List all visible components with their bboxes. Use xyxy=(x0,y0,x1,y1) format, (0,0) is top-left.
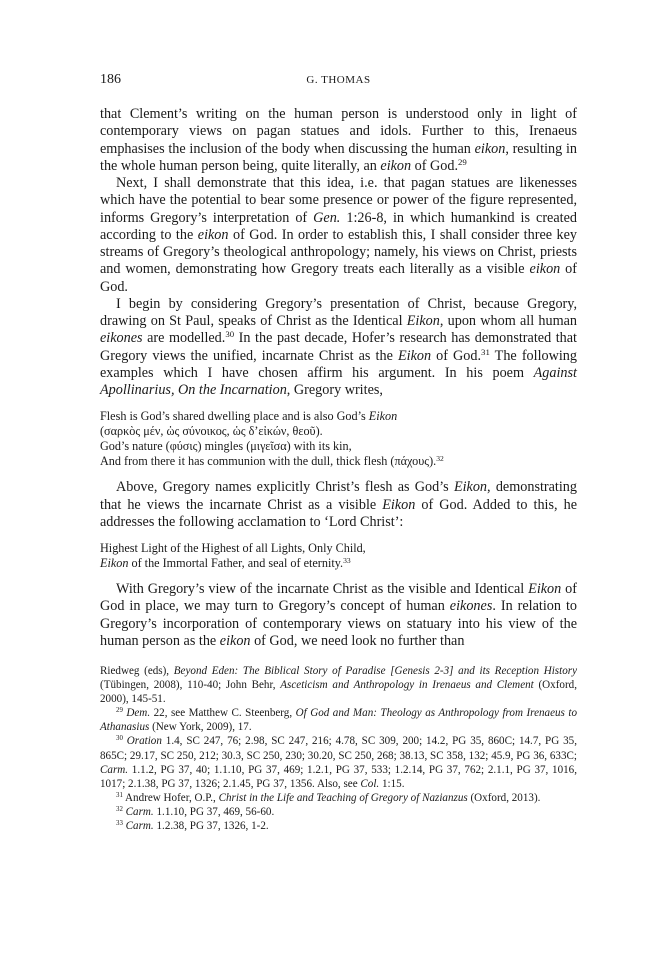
paragraph-2: Next, I shall demonstrate that this idea, i.e. that pagan statues are likenesses which have the potential to bear some presence or power of the figure represented, informs Gregory’s interpretation of Gen. 1:26-8, in which humankind is created according to the eikon of God. In order to establish this, I shall consider three key streams of Gregory’s theological anthropology; namely, his views on Christ, priests and women, demonstrating how Gregory treats each literally as a visible eikon of God. xyxy=(100,175,578,295)
footnote-33: $^{33}$ Carm. 1.2.38, PG 37, 1326, 1-2. xyxy=(116,820,269,833)
footnote-31: $^{31}$ Andrew Hofer, O.P., Christ in the Life and Teaching of Gregory of Nazianzus (Oxford, 2013). xyxy=(116,791,541,804)
block-quote-1 xyxy=(100,409,577,469)
paragraph-5: With Gregory’s view of the incarnate Christ as the visible and Identical Eikon of God in place, we may turn to Gregory’s concept of human eikones. In relation to Gregory’s incorporation of contemporary views on statuary into his view of the human person as the eikon of God, we need look no further than xyxy=(100,581,577,649)
quote-line: And from there it has communion with the dull, thick flesh (πάχους).$^{32}$ xyxy=(100,454,444,469)
page-header xyxy=(100,72,577,90)
quote-line: Highest Light of the Highest of all Lights, Only Child, xyxy=(100,541,366,555)
paragraph-3: I begin by considering Gregory’s presentation of Christ, because Gregory, drawing on St Paul, speaks of Christ as the Identical Eikon, upon whom all human eikones are modelled.$^{30}$ In the past decade, Hofer’s research has demonstrated that Gregory views the unified, incarnate Christ as the Eikon of God.$^{31}$ The following examples which I have chosen affirm his argument. In his poem Against Apollinarius, On the Incarnation, Gregory writes, xyxy=(100,295,577,398)
footnote-ref-30: 30 xyxy=(225,329,235,340)
body-text xyxy=(100,106,577,650)
quote-line: (σαρκὸς μέν, ὡς σύνοικος, ὡς δ’εἰκών, θεοῦ). xyxy=(100,424,323,439)
quote-line: God’s nature (φύσις) mingles (μιγεῖσα) with its kin, xyxy=(100,439,352,454)
quote-line: Flesh is God’s shared dwelling place and is also God’s Eikon xyxy=(100,409,398,424)
footnotes xyxy=(100,664,577,833)
footnote-ref-32: 32 xyxy=(436,454,444,464)
footnote-32: $^{32}$ Carm. 1.1.10, PG 37, 469, 56-60. xyxy=(116,805,275,818)
footnote-ref-33: 33 xyxy=(343,555,351,565)
footnote-30: $^{30}$ Oration 1.4, SC 247, 76; 2.98, SC 247, 216; 4.78, SC 309, 200; 14.2, PG 35, 860C; 14.7, PG 35, 865C; 29.17, SC 250, 212; 30.3, SC 250, 230; 30.20, SC 250, 268; 38.13, SC 358, 132; 45.9, PG 36, 633C; Carm. 1.1.2, PG 37, 40; 1.1.10, PG 37, 469; 1.2.1, PG 37, 533; 1.2.14, PG 37, 762; 2.1.1, PG 37, 1016, 1017; 2.1.38, PG 37, 1326; 2.1.45, PG 37, 1356. Also, see Col. 1:15. xyxy=(100,735,577,790)
paragraph-1: that Clement’s writing on the human person is understood only in light of contemporary views on pagan statues and idols. Further to this, Irenaeus emphasises the inclusion of the body when discussing the human eikon, resulting in the whole human person being, quite literally, an eikon of God.$^{29}$ xyxy=(100,106,577,174)
footnote-29: $^{29}$ Dem. 22, see Matthew C. Steenberg, Of God and Man: Theology as Anthropology from Irenaeus to Athanasius (New York, 2009), 17. xyxy=(100,707,577,734)
page-number: 186 xyxy=(100,72,121,87)
running-head: G. THOMAS xyxy=(306,74,371,86)
footnote-ref-29: 29 xyxy=(458,156,467,167)
block-quote-2 xyxy=(100,541,577,571)
quote-line: Eikon of the Immortal Father, and seal of eternity.$^{33}$ xyxy=(100,555,351,570)
footnote-continuation: Riedweg (eds), Beyond Eden: The Biblical Story of Paradise [Genesis 2-3] and its Reception History (Tübingen, 2008), 110-40; John Behr, Asceticism and Anthropology in Irenaeus and Clement (Oxford, 2000), 145-51. xyxy=(100,665,577,706)
paragraph-4: Above, Gregory names explicitly Christ’s flesh as God’s Eikon, demonstrating that he views the incarnate Christ as a visible Eikon of God. Added to this, he addresses the following acclamation to ‘Lord Christ’: xyxy=(100,479,578,530)
footnote-ref-31: 31 xyxy=(481,346,490,357)
